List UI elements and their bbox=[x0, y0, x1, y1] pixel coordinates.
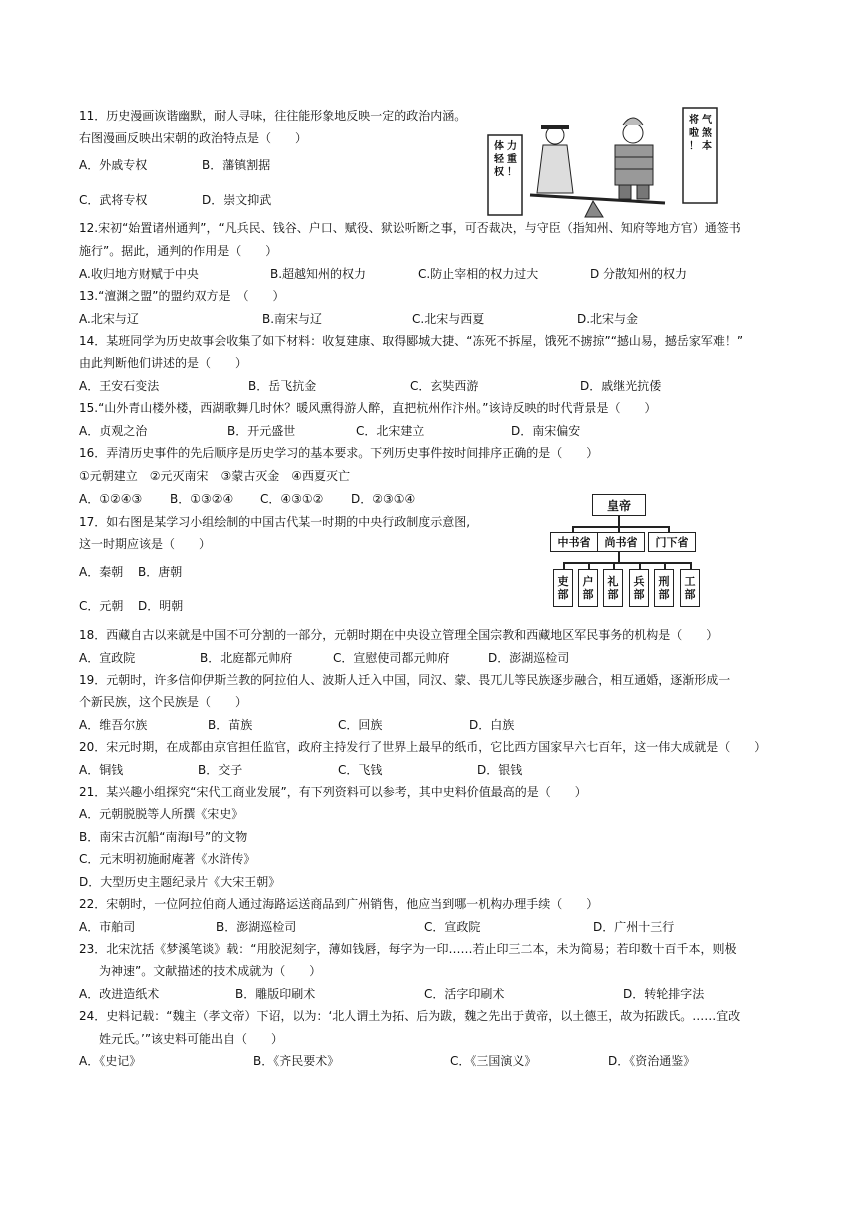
q17-option-a: A．秦朝 bbox=[79, 565, 124, 579]
diagram-li-bu: 吏部 bbox=[553, 569, 573, 607]
q17-option-d: D．明朝 bbox=[138, 599, 184, 613]
q20-option-b: B．交子 bbox=[198, 763, 243, 777]
q11-cartoon bbox=[485, 105, 720, 220]
q16-option-c: C．④③①② bbox=[260, 492, 324, 506]
q14-option-a: A．王安石变法 bbox=[79, 379, 160, 393]
q11-left-sign-char: 轻 bbox=[494, 154, 504, 165]
diagram-xing-bu: 刑部 bbox=[654, 569, 674, 607]
q12-stem-line1: 12.宋初“始置诸州通判”，“凡兵民、钱谷、户口、赋役、狱讼听断之事，可否裁决，与守臣（指知州、知府等地方官）通签书 bbox=[79, 221, 741, 235]
diagram-emperor: 皇帝 bbox=[592, 494, 646, 516]
q21-option-b: B．南宋古沉船“南海Ⅰ号”的文物 bbox=[79, 830, 248, 844]
q23-stem-line1: 23．北宋沈括《梦溪笔谈》载：“用胶泥刻字，薄如钱唇，每字为一印……若止印三二本，未为简易；若印数十百千本，则极 bbox=[79, 942, 737, 956]
q12-option-c: C.防止宰相的权力过大 bbox=[418, 267, 539, 281]
q11-right-sign-char: 气 bbox=[702, 115, 712, 126]
q24-option-c: C．《三国演义》 bbox=[450, 1054, 537, 1068]
q21-option-d: D．大型历史主题纪录片《大宋王朝》 bbox=[79, 875, 281, 889]
q14-stem-line1: 14．某班同学为历史故事会收集了如下材料：收复建康、取得郾城大捷、“冻死不拆屋，饿死不掳掠”“撼山易，撼岳家军难！” bbox=[79, 334, 744, 348]
q16-option-b: B．①③②④ bbox=[170, 492, 234, 506]
q22-option-b: B．澎湖巡检司 bbox=[216, 920, 297, 934]
q11-left-sign-char: 体 bbox=[494, 141, 504, 152]
q23-stem-line2: 为神速”。文献描述的技术成就为（ ） bbox=[99, 964, 322, 978]
diagram-zhongshu: 中书省 bbox=[550, 532, 598, 552]
q12-stem-line2: 施行”。据此，通判的作用是（ ） bbox=[79, 244, 278, 258]
q15-stem: 15.“山外青山楼外楼，西湖歌舞几时休？暖风熏得游人醉，直把杭州作汴州。”该诗反映的时代背景是（ ） bbox=[79, 401, 657, 415]
q13-option-c: C.北宋与西夏 bbox=[412, 312, 485, 326]
q14-option-c: C．玄奘西游 bbox=[410, 379, 479, 393]
q11-right-sign-char: 本 bbox=[702, 141, 712, 152]
q11-right-sign-char: 啦 bbox=[689, 128, 699, 139]
q22-option-c: C．宣政院 bbox=[424, 920, 481, 934]
diagram-li-bu-rites: 礼部 bbox=[603, 569, 623, 607]
q11-stem-line1: 11．历史漫画诙谐幽默，耐人寻味，往往能形象地反映一定的政治内涵。 bbox=[79, 109, 467, 123]
q11-option-a: A．外戚专权 bbox=[79, 158, 148, 172]
q23-option-b: B．雕版印刷术 bbox=[235, 987, 316, 1001]
diagram-gong-bu: 工部 bbox=[680, 569, 700, 607]
q11-option-b: B．藩镇割据 bbox=[202, 158, 271, 172]
q17-stem-line1: 17．如右图是某学习小组绘制的中国古代某一时期的中央行政制度示意图, bbox=[79, 515, 471, 529]
q15-option-a: A．贞观之治 bbox=[79, 424, 148, 438]
q11-right-sign-char: 将 bbox=[689, 115, 699, 126]
q18-option-c: C．宣慰使司都元帅府 bbox=[333, 651, 450, 665]
q18-option-d: D．澎湖巡检司 bbox=[488, 651, 570, 665]
q14-stem-line2: 由此判断他们讲述的是（ ） bbox=[79, 356, 248, 370]
q16-stem: 16．弄清历史事件的先后顺序是历史学习的基本要求。下列历史事件按时间排序正确的是（ ） bbox=[79, 446, 599, 460]
q17-option-c: C．元朝 bbox=[79, 599, 124, 613]
q16-option-d: D．②③①④ bbox=[351, 492, 416, 506]
q11-right-sign-char: ！ bbox=[689, 141, 699, 152]
q23-option-a: A．改进造纸术 bbox=[79, 987, 160, 1001]
q13-stem: 13.“澶渊之盟”的盟约双方是 （ ） bbox=[79, 289, 285, 303]
q19-option-d: D．白族 bbox=[469, 718, 515, 732]
q11-right-sign-char: 煞 bbox=[702, 128, 712, 139]
q11-left-sign-char: 力 bbox=[507, 141, 517, 152]
q14-option-d: D．戚继光抗倭 bbox=[580, 379, 662, 393]
q11-left-sign-char: ！ bbox=[507, 167, 517, 178]
q22-stem: 22．宋朝时，一位阿拉伯商人通过海路运送商品到广州销售，他应当到哪一机构办理手续（ ） bbox=[79, 897, 599, 911]
q12-option-a: A.收归地方财赋于中央 bbox=[79, 267, 199, 281]
q12-option-d: D 分散知州的权力 bbox=[590, 267, 688, 281]
q23-option-c: C．活字印刷术 bbox=[424, 987, 505, 1001]
q20-stem: 20．宋元时期，在成都由京官担任监官，政府主持发行了世界上最早的纸币，它比西方国家早六七百年，这一伟大成就是（ ） bbox=[79, 740, 767, 754]
q15-option-d: D．南宋偏安 bbox=[511, 424, 581, 438]
q16-option-a: A．①②④③ bbox=[79, 492, 143, 506]
q24-stem-line1: 24．史料记载：“魏主（孝文帝）下诏，以为：‘北人谓土为拓、后为跋，魏之先出于黄帝，以土德王，故为拓跋氏。……宜改 bbox=[79, 1009, 741, 1023]
q21-option-a: A．元朝脱脱等人所撰《宋史》 bbox=[79, 807, 244, 821]
q20-option-a: A．铜钱 bbox=[79, 763, 124, 777]
q18-option-a: A．宣政院 bbox=[79, 651, 136, 665]
q18-stem: 18．西藏自古以来就是中国不可分割的一部分，元朝时期在中央设立管理全国宗教和西藏地区军民事务的机构是（ ） bbox=[79, 628, 719, 642]
diagram-bing-bu: 兵部 bbox=[629, 569, 649, 607]
q24-option-d: D．《资治通鉴》 bbox=[608, 1054, 696, 1068]
q24-option-a: A．《史记》 bbox=[79, 1054, 142, 1068]
q15-option-c: C．北宋建立 bbox=[356, 424, 425, 438]
q13-option-a: A.北宋与辽 bbox=[79, 312, 139, 326]
q23-option-d: D．转轮排字法 bbox=[623, 987, 705, 1001]
q12-option-b: B.超越知州的权力 bbox=[270, 267, 367, 281]
diagram-menxia: 门下省 bbox=[648, 532, 696, 552]
q17-diagram bbox=[540, 494, 700, 606]
q22-option-d: D．广州十三行 bbox=[593, 920, 675, 934]
q19-option-c: C．回族 bbox=[338, 718, 383, 732]
q24-option-b: B．《齐民要术》 bbox=[253, 1054, 340, 1068]
q13-option-d: D.北宋与金 bbox=[577, 312, 639, 326]
diagram-hu-bu: 户部 bbox=[578, 569, 598, 607]
q19-stem-line2: 个新民族，这个民族是（ ） bbox=[79, 695, 248, 709]
q19-option-a: A．维吾尔族 bbox=[79, 718, 148, 732]
q11-left-sign-char: 重 bbox=[507, 154, 517, 165]
q15-option-b: B．开元盛世 bbox=[227, 424, 296, 438]
diagram-shangshu: 尚书省 bbox=[597, 532, 645, 552]
q11-left-sign-char: 权 bbox=[494, 167, 504, 178]
q21-stem: 21．某兴趣小组探究“宋代工商业发展”，有下列资料可以参考，其中史料价值最高的是（ ） bbox=[79, 785, 587, 799]
q17-option-b: B．唐朝 bbox=[138, 565, 183, 579]
q11-stem-line2: 右图漫画反映出宋朝的政治特点是（ ） bbox=[79, 131, 308, 145]
q19-option-b: B．苗族 bbox=[208, 718, 253, 732]
q16-events: ①元朝建立 ②元灭南宋 ③蒙古灭金 ④西夏灭亡 bbox=[79, 469, 351, 483]
q11-option-c: C．武将专权 bbox=[79, 193, 148, 207]
q11-option-d: D．崇文抑武 bbox=[202, 193, 272, 207]
q20-option-c: C．飞钱 bbox=[338, 763, 383, 777]
q22-option-a: A．市舶司 bbox=[79, 920, 136, 934]
q17-stem-line2: 这一时期应该是（ ） bbox=[79, 537, 212, 551]
q14-option-b: B．岳飞抗金 bbox=[248, 379, 317, 393]
q24-stem-line2: 姓元氏。’”该史料可能出自（ ） bbox=[99, 1032, 284, 1046]
q18-option-b: B．北庭都元帅府 bbox=[200, 651, 293, 665]
q21-option-c: C．元末明初施耐庵著《水浒传》 bbox=[79, 852, 256, 866]
q13-option-b: B.南宋与辽 bbox=[262, 312, 323, 326]
q20-option-d: D．银钱 bbox=[477, 763, 523, 777]
q19-stem-line1: 19．元朝时，许多信仰伊斯兰教的阿拉伯人、波斯人迁入中国，同汉、蒙、畏兀儿等民族逐步融合，相互通婚，逐渐形成一 bbox=[79, 673, 731, 687]
